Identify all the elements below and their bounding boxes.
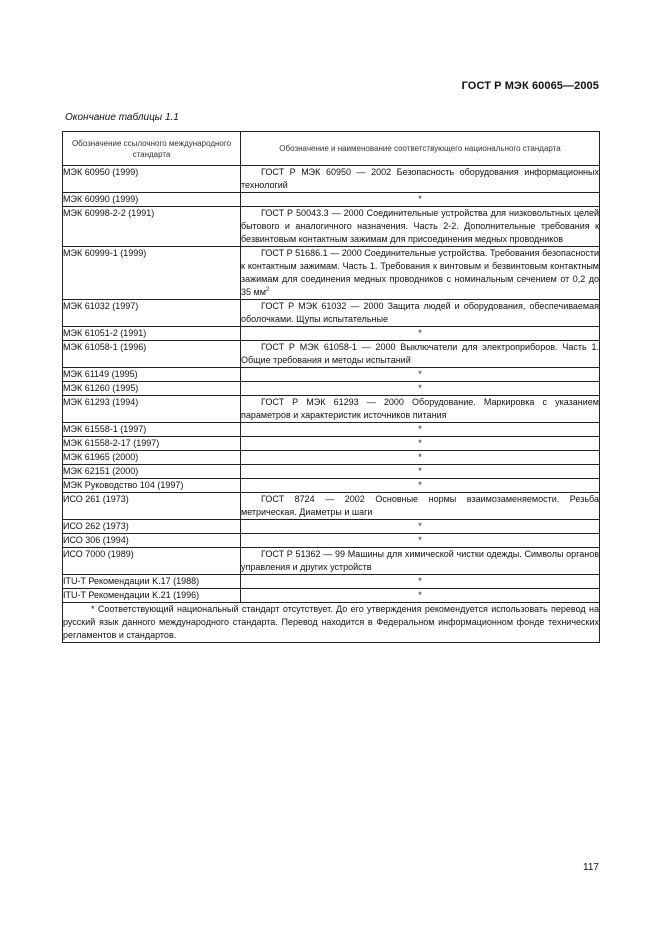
national-standard-text xyxy=(241,548,599,574)
national-standard-text xyxy=(241,247,599,299)
footnote-text: * Соответствующий национальный стандарт отсутствует. До его утверждения рекомендуется использовать перевод на русский язык данного международного стандарта. Перевод находится в Федеральном информационном фонде технических регламентов и стандартов. xyxy=(63,604,599,640)
national-standard-title: ГОСТ 8724 — 2002 Основные нормы взаимозаменяемости. Резьба метрическая. Диаметры и шаги xyxy=(241,494,599,517)
column-header-national: Обозначение и наименование соответствующего национального стандарта xyxy=(241,132,600,166)
footnote-row xyxy=(63,603,600,643)
national-standard-text xyxy=(241,396,599,422)
table-caption: Окончание таблицы 1.1 xyxy=(65,112,179,123)
national-standard-cell xyxy=(241,166,600,193)
column-header-reference: Обозначение ссылочного международного стандарта xyxy=(63,132,241,166)
table-row xyxy=(63,193,600,207)
table-row xyxy=(63,247,600,300)
national-standard-cell: * xyxy=(241,589,600,603)
national-standard-text xyxy=(241,207,599,246)
table-row xyxy=(63,396,600,423)
national-standard-cell: * xyxy=(241,520,600,534)
national-standard-cell: * xyxy=(241,382,600,396)
table-row xyxy=(63,382,600,396)
table-row xyxy=(63,327,600,341)
reference-standard-cell: МЭК 61965 (2000) xyxy=(63,451,241,465)
document-code-header: ГОСТ Р МЭК 60065—2005 xyxy=(461,80,599,92)
table-row xyxy=(63,465,600,479)
reference-standard-cell: МЭК 61558-1 (1997) xyxy=(63,423,241,437)
national-standard-title: ГОСТ Р 51686.1 — 2000 Соединительные устройства. Требования безопасности к контактным зажимам. Часть 1. Требования к винтовым и безвинтовым контактным зажимам для соединения медных проводников с номинальным сечением от 0,2 до 35 мм xyxy=(241,248,599,297)
national-standard-cell xyxy=(241,207,600,247)
reference-standard-cell: ITU-T Рекомендации K.21 (1996) xyxy=(63,589,241,603)
reference-standard-cell: МЭК Руководство 104 (1997) xyxy=(63,479,241,493)
reference-standard-cell: МЭК 61051-2 (1991) xyxy=(63,327,241,341)
national-standard-cell xyxy=(241,493,600,520)
table-row xyxy=(63,534,600,548)
table-row xyxy=(63,423,600,437)
table-row xyxy=(63,479,600,493)
reference-standard-cell: ИСО 306 (1994) xyxy=(63,534,241,548)
national-standard-title: ГОСТ Р МЭК 61058-1 — 2000 Выключатели для электроприборов. Часть 1. Общие требования и методы испытаний xyxy=(241,342,599,365)
reference-standard-cell: МЭК 61293 (1994) xyxy=(63,396,241,423)
national-standard-cell xyxy=(241,247,600,300)
national-standard-text xyxy=(241,493,599,519)
reference-standard-cell: МЭК 60999-1 (1999) xyxy=(63,247,241,300)
national-standard-text xyxy=(241,300,599,326)
national-standard-title: ГОСТ Р МЭК 61293 — 2000 Оборудование. Маркировка с указанием параметров и характеристик источников питания xyxy=(241,397,599,420)
reference-standard-cell: МЭК 61149 (1995) xyxy=(63,368,241,382)
national-standard-cell xyxy=(241,300,600,327)
reference-standard-cell: ИСО 262 (1973) xyxy=(63,520,241,534)
reference-standard-cell: МЭК 61558-2-17 (1997) xyxy=(63,437,241,451)
national-standard-cell xyxy=(241,341,600,368)
table-row xyxy=(63,451,600,465)
superscript: 2 xyxy=(265,287,270,293)
national-standard-cell: * xyxy=(241,368,600,382)
national-standard-cell: * xyxy=(241,423,600,437)
reference-standard-cell: ИСО 7000 (1989) xyxy=(63,548,241,575)
reference-standard-cell: МЭК 61260 (1995) xyxy=(63,382,241,396)
reference-standard-cell: МЭК 60990 (1999) xyxy=(63,193,241,207)
national-standard-cell: * xyxy=(241,479,600,493)
national-standard-title: ГОСТ Р 50043.3 — 2000 Соединительные устройства для низковольтных целей бытового и аналогичного назначения. Часть 2-2. Дополнительные требования к безвинтовым контактным зажимам для присоединения медных проводников xyxy=(241,208,599,244)
table-row xyxy=(63,300,600,327)
national-standard-cell: * xyxy=(241,193,600,207)
reference-standard-cell: МЭК 61032 (1997) xyxy=(63,300,241,327)
national-standard-title: ГОСТ Р МЭК 60950 — 2002 Безопасность оборудования информационных технологий xyxy=(241,167,599,190)
table-row xyxy=(63,493,600,520)
reference-standard-cell: МЭК 61058-1 (1996) xyxy=(63,341,241,368)
reference-standard-cell: ИСО 261 (1973) xyxy=(63,493,241,520)
reference-standard-cell: МЭК 60998-2-2 (1991) xyxy=(63,207,241,247)
national-standard-cell: * xyxy=(241,575,600,589)
national-standard-cell: * xyxy=(241,327,600,341)
table-row xyxy=(63,548,600,575)
reference-standards-table xyxy=(62,131,600,643)
reference-standard-cell: ITU-T Рекомендации K.17 (1988) xyxy=(63,575,241,589)
table-row xyxy=(63,575,600,589)
footnote-cell xyxy=(63,603,600,643)
table-row xyxy=(63,207,600,247)
reference-standard-cell: МЭК 62151 (2000) xyxy=(63,465,241,479)
national-standard-title: ГОСТ Р МЭК 61032 — 2000 Защита людей и оборудования, обеспечиваемая оболочками. Щупы испытательные xyxy=(241,301,599,324)
national-standard-cell: * xyxy=(241,437,600,451)
table-row xyxy=(63,437,600,451)
national-standard-text xyxy=(241,166,599,192)
table-row xyxy=(63,166,600,193)
table-header-row xyxy=(63,132,600,166)
table-row xyxy=(63,341,600,368)
national-standard-cell xyxy=(241,548,600,575)
table-row xyxy=(63,368,600,382)
national-standard-cell: * xyxy=(241,451,600,465)
table-row xyxy=(63,589,600,603)
national-standard-text xyxy=(241,341,599,367)
national-standard-title: ГОСТ Р 51362 — 99 Машины для химической чистки одежды. Символы органов управления и других устройств xyxy=(241,549,599,572)
table-row xyxy=(63,520,600,534)
reference-standard-cell: МЭК 60950 (1999) xyxy=(63,166,241,193)
national-standard-cell: * xyxy=(241,465,600,479)
national-standard-cell xyxy=(241,396,600,423)
national-standard-cell: * xyxy=(241,534,600,548)
page-number: 117 xyxy=(583,862,599,873)
